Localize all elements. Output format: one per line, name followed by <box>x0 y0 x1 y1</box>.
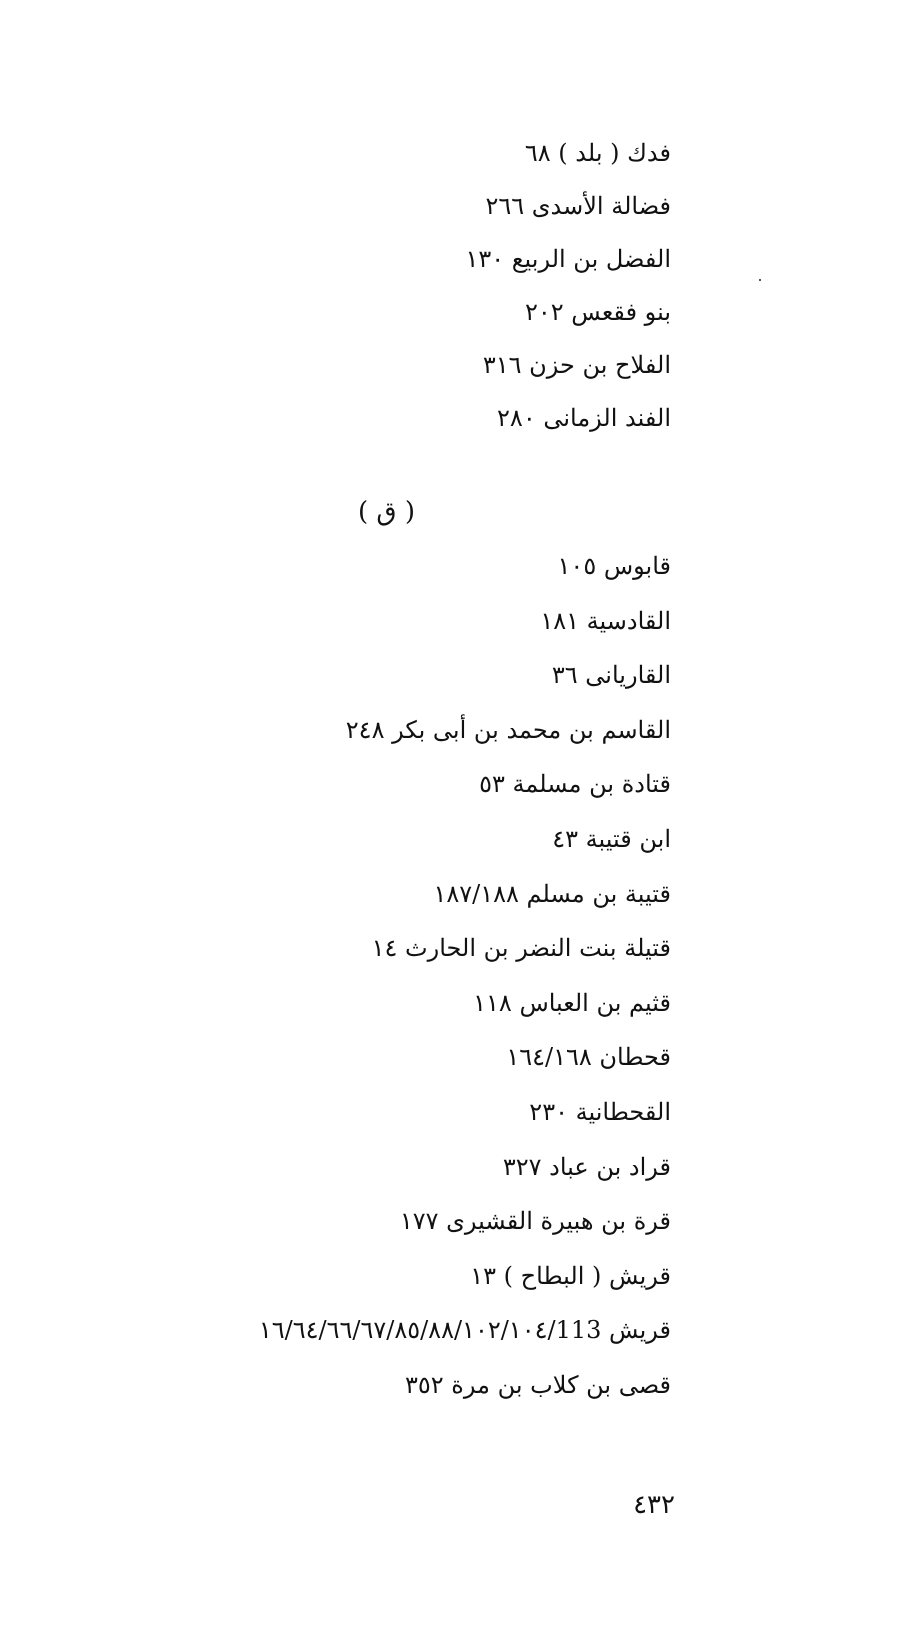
index-entry: قتيبة بن مسلم ١٨٧/١٨٨ <box>433 879 671 908</box>
index-entry: قراد بن عباد ٣٢٧ <box>502 1152 671 1181</box>
index-entry: الفند الزمانى ٢٨٠ <box>497 404 671 432</box>
index-entry: القاريانى ٣٦ <box>551 661 671 690</box>
section-heading-qaf: ( ق ) <box>358 497 415 527</box>
index-entry: قحطان ١٦٤/١٦٨ <box>506 1043 671 1072</box>
index-list-fa <box>465 138 671 456</box>
index-entry: قريش ( البطاح ) ١٣ <box>470 1261 671 1290</box>
index-entry: قصى بن كلاب بن مرة ٣٥٢ <box>404 1370 671 1399</box>
index-entry: قريش ١٦/٦٤/٦٦/٦٧/٨٥/٨٨/١٠٢/١٠٤/113 <box>258 1316 671 1345</box>
index-entry: فدك ( بلد ) ٦٨ <box>524 139 671 167</box>
index-entry: قتادة بن مسلمة ٥٣ <box>479 770 671 799</box>
index-entry: قثيم بن العباس ١١٨ <box>473 988 671 1017</box>
index-entry: القحطانية ٢٣٠ <box>529 1097 671 1126</box>
index-list-qaf <box>259 551 671 1425</box>
index-entry: الفضل بن الربيع ١٣٠ <box>465 245 671 273</box>
index-entry: القادسية ١٨١ <box>540 606 671 635</box>
index-entry: فضالة الأسدى ٢٦٦ <box>485 192 671 220</box>
index-entry: قتيلة بنت النضر بن الحارث ١٤ <box>371 934 671 963</box>
index-entry: قابوس ١٠٥ <box>557 552 671 580</box>
index-entry: القاسم بن محمد بن أبى بكر ٢٤٨ <box>345 715 671 744</box>
index-entry: قرة بن هبيرة القشيرى ١٧٧ <box>399 1207 671 1236</box>
stray-ink-mark <box>759 279 761 281</box>
page-number: ٤٣٢ <box>633 1490 675 1520</box>
index-entry: الفلاح بن حزن ٣١٦ <box>482 351 671 379</box>
index-entry: بنو فقعس ٢٠٢ <box>524 298 671 326</box>
index-entry: ابن قتيبة ٤٣ <box>552 824 671 853</box>
